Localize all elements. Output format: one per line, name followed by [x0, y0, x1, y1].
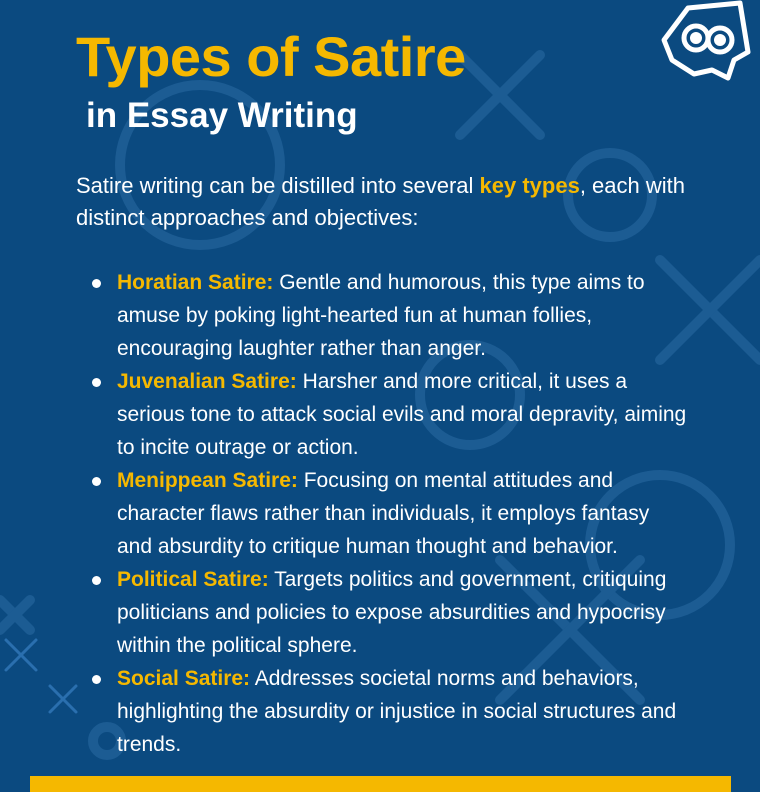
type-description: Targets politics and government, critiquing politicians and policies to expose absurdities and hypocrisy within the political sphere.	[117, 568, 667, 657]
type-description: Harsher and more critical, it uses a serious tone to attack social evils and moral depravity, aiming to incite outrage or action.	[117, 370, 687, 459]
page-subtitle: in Essay Writing	[86, 96, 358, 135]
intro-highlight: key types	[479, 173, 580, 198]
satire-types-list	[88, 266, 688, 761]
type-term: Menippean Satire:	[117, 469, 298, 492]
type-description: Gentle and humorous, this type aims to amuse by poking light-hearted fun at human follies, encouraging laughter rather than anger.	[117, 271, 645, 360]
intro-text-start: Satire writing can be distilled into several	[76, 173, 480, 198]
list-item-horatian	[88, 266, 688, 365]
list-item-political	[88, 563, 688, 662]
bottom-accent-bar	[30, 776, 731, 792]
list-item-social	[88, 662, 688, 761]
type-term: Social Satire:	[117, 667, 251, 690]
type-term: Juvenalian Satire:	[117, 370, 297, 393]
intro-paragraph	[76, 170, 696, 234]
brand-logo-icon	[644, 0, 754, 100]
list-item-menippean	[88, 464, 688, 563]
intro-text-end: , each with distinct approaches and objectives:	[76, 173, 685, 230]
type-term: Horatian Satire:	[117, 271, 274, 294]
bullet-dot-icon	[92, 675, 101, 684]
bullet-dot-icon	[92, 576, 101, 585]
bullet-dot-icon	[92, 378, 101, 387]
type-description: Focusing on mental attitudes and character flaws rather than individuals, it employs fantasy and absurdity to critique human thought and behavior.	[117, 469, 650, 558]
list-item-juvenalian	[88, 365, 688, 464]
type-description: Addresses societal norms and behaviors, highlighting the absurdity or injustice in social structures and trends.	[117, 667, 677, 756]
page-title: Types of Satire	[76, 25, 466, 88]
bullet-dot-icon	[92, 477, 101, 486]
type-term: Political Satire:	[117, 568, 269, 591]
bullet-dot-icon	[92, 279, 101, 288]
